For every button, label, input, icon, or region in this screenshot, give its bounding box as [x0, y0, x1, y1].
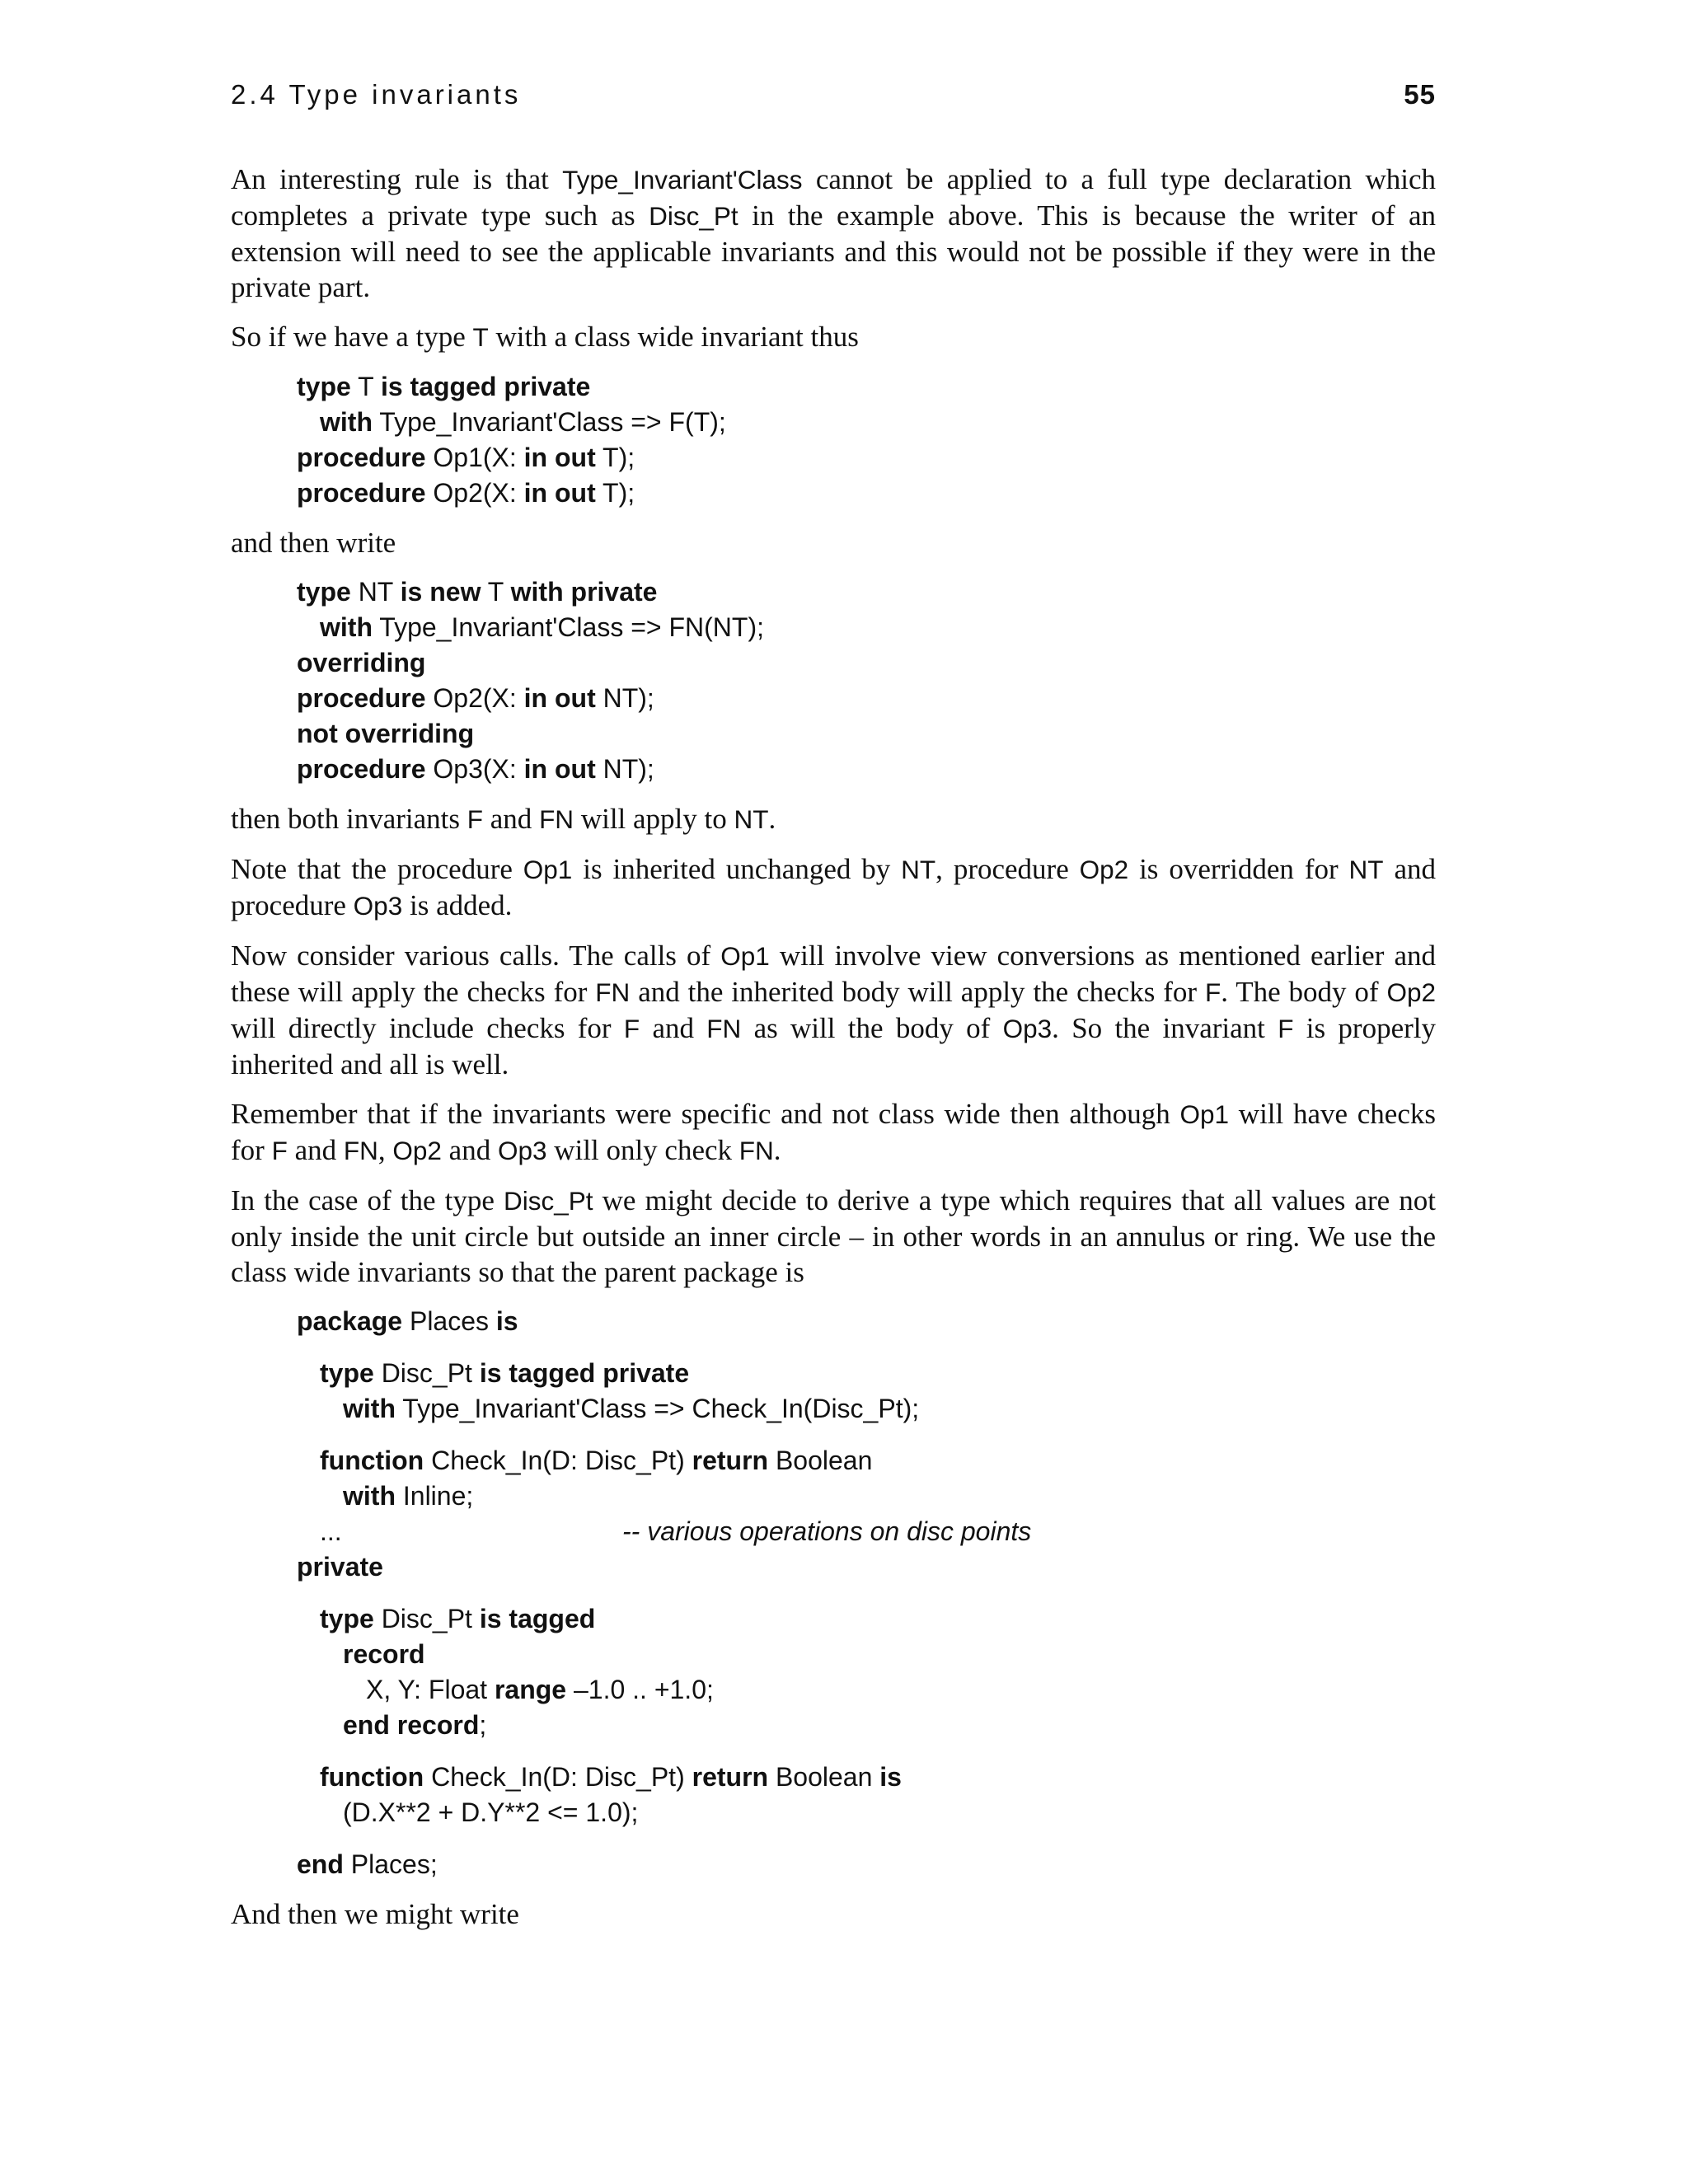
code-ref: Op1 — [523, 855, 573, 884]
keyword: is — [879, 1762, 902, 1792]
code-spacer — [297, 1339, 1436, 1356]
code-line — [297, 1356, 1436, 1391]
code-text: Disc_Pt — [373, 1604, 480, 1633]
text-run: is overridden for — [1128, 853, 1349, 885]
code-ref: FN — [706, 1014, 742, 1043]
section-title: 2.4 Type invariants — [231, 79, 522, 110]
code-ref: FN — [738, 1136, 774, 1165]
keyword: with — [320, 407, 373, 437]
text-run: will directly include checks for — [231, 1012, 624, 1044]
code-block-type-nt — [297, 574, 1436, 787]
code-ref: Op2 — [1079, 855, 1129, 884]
code-line — [297, 1708, 1436, 1743]
code-ref: F — [1204, 977, 1221, 1007]
keyword: is tagged private — [380, 372, 591, 401]
code-line — [297, 1549, 1436, 1585]
text-run: will apply to — [574, 803, 734, 835]
keyword: procedure — [297, 478, 426, 508]
code-text: T — [350, 372, 381, 401]
code-line — [297, 716, 1436, 752]
keyword: package — [297, 1306, 403, 1336]
code-line — [297, 1795, 1436, 1830]
text-run: and — [640, 1012, 707, 1044]
code-line — [297, 476, 1436, 511]
code-text: Check_In(D: Disc_Pt) — [424, 1446, 692, 1475]
text-run: will involve view conversions as mentioned earlier and these will apply the checks for — [231, 940, 1436, 1008]
text-run: And then we might write — [231, 1898, 519, 1930]
code-text: ; — [479, 1710, 487, 1740]
code-text: –1.0 .. +1.0; — [566, 1675, 714, 1704]
code-line — [297, 1637, 1436, 1672]
code-ref: T — [472, 322, 489, 352]
paragraph-then-write — [231, 525, 1436, 560]
code-ref: F — [623, 1014, 640, 1043]
keyword: in out — [523, 754, 596, 784]
keyword: is new — [400, 577, 481, 607]
code-line — [297, 1672, 1436, 1708]
paragraph-specific-invariants — [231, 1096, 1436, 1169]
code-ref: Op3 — [1002, 1014, 1053, 1043]
keyword: with — [343, 1394, 396, 1423]
text-run: and then write — [231, 527, 396, 559]
page-body — [231, 162, 1436, 1946]
text-run: as will the body of — [741, 1012, 1003, 1044]
keyword: is tagged private — [479, 1358, 690, 1388]
keyword: private — [297, 1552, 383, 1582]
keyword: function — [320, 1446, 424, 1475]
text-run: Remember that if the invariants were specific and not class wide then although — [231, 1098, 1180, 1130]
keyword: type — [320, 1358, 374, 1388]
keyword: is tagged — [479, 1604, 596, 1633]
text-run: with a class wide invariant thus — [488, 321, 859, 353]
code-line — [297, 369, 1436, 405]
code-text: Boolean — [768, 1446, 873, 1475]
code-line — [297, 1514, 1436, 1549]
code-text: T — [481, 577, 511, 607]
text-run: and procedure — [231, 853, 1436, 921]
keyword: type — [297, 577, 351, 607]
text-run: and — [441, 1134, 498, 1166]
code-ref: FN — [343, 1136, 378, 1165]
code-ref: Disc_Pt — [649, 201, 738, 231]
text-run: in the example above. This is because the writer of an extension will need to see the applicable invariants and this would not be possible if they were in the private part. — [231, 199, 1436, 303]
code-line — [297, 752, 1436, 787]
keyword: range — [494, 1675, 567, 1704]
code-line — [297, 610, 1436, 645]
text-run: is properly inherited and all is well. — [231, 1012, 1436, 1080]
text-run: Note that the procedure — [231, 853, 523, 885]
keyword: type — [320, 1604, 374, 1633]
code-ref: Disc_Pt — [504, 1186, 593, 1216]
keyword: end — [297, 1849, 344, 1879]
code-block-type-t — [297, 369, 1436, 511]
code-text: Inline; — [395, 1481, 474, 1511]
text-run: will have checks for — [231, 1098, 1436, 1166]
code-text: Op3(X: — [425, 754, 524, 784]
keyword: with — [320, 612, 373, 642]
text-run: So if we have a type — [231, 321, 473, 353]
code-line — [297, 405, 1436, 440]
text-run: , procedure — [935, 853, 1080, 885]
keyword: is — [495, 1306, 518, 1336]
paragraph-inheritance-note — [231, 851, 1436, 924]
paragraph-both-invariants — [231, 801, 1436, 837]
text-run: we might decide to derive a type which requires that all values are not only inside the unit circle but outside an inner circle – in other words in an annulus or ring. We use the class wide invariants so that the parent package is — [231, 1184, 1436, 1288]
running-head — [231, 79, 1436, 120]
code-text: T); — [595, 478, 635, 508]
code-text: Places — [402, 1306, 496, 1336]
code-ref: Op2 — [1386, 977, 1436, 1007]
code-line — [297, 1760, 1436, 1795]
text-run: Now consider various calls. The calls of — [231, 940, 721, 972]
keyword: record — [343, 1639, 425, 1669]
code-ref: Op3 — [497, 1136, 547, 1165]
paragraph-then-might-write — [231, 1896, 1436, 1932]
keyword: procedure — [297, 683, 426, 713]
text-run: , — [377, 1134, 393, 1166]
code-text: Op2(X: — [425, 683, 524, 713]
code-text: NT); — [595, 683, 654, 713]
code-line — [297, 574, 1436, 610]
code-text: T); — [595, 443, 635, 472]
code-spacer — [297, 1585, 1436, 1601]
text-run: and — [483, 803, 540, 835]
code-line — [297, 645, 1436, 681]
code-spacer — [297, 1743, 1436, 1760]
text-run: and the inherited body will apply the checks for — [630, 976, 1205, 1008]
paragraph-various-calls — [231, 938, 1436, 1082]
code-ref: NT — [1348, 855, 1384, 884]
keyword: return — [692, 1446, 769, 1475]
code-line — [297, 1479, 1436, 1514]
code-text: Op2(X: — [425, 478, 524, 508]
keyword: procedure — [297, 443, 426, 472]
code-ref: NT — [901, 855, 936, 884]
keyword: with private — [510, 577, 658, 607]
code-ref: FN — [539, 804, 574, 834]
code-text: NT); — [595, 754, 654, 784]
keyword: not overriding — [297, 719, 475, 748]
code-line — [297, 440, 1436, 476]
code-line — [297, 1601, 1436, 1637]
text-run: An interesting rule is that — [231, 163, 563, 195]
code-line — [297, 1847, 1436, 1882]
keyword: in out — [523, 443, 596, 472]
code-line — [297, 681, 1436, 716]
code-spacer — [297, 1427, 1436, 1443]
code-ref: F — [467, 804, 484, 834]
keyword: in out — [523, 478, 596, 508]
code-line — [297, 1304, 1436, 1339]
code-line — [297, 1391, 1436, 1427]
code-text: Places; — [343, 1849, 438, 1879]
keyword: in out — [523, 683, 596, 713]
code-spacer — [297, 1830, 1436, 1847]
keyword: overriding — [297, 648, 426, 677]
code-text: X, Y: Float — [366, 1675, 495, 1704]
code-text: Check_In(D: Disc_Pt) — [424, 1762, 692, 1792]
code-ref: F — [271, 1136, 288, 1165]
code-ref: F — [1278, 1014, 1294, 1043]
text-run: cannot be applied to a full type declaration which completes a private type such as — [231, 163, 1436, 232]
paragraph-type-invariant-rule — [231, 162, 1436, 305]
code-ref: NT — [734, 804, 769, 834]
code-ref: Op1 — [1179, 1099, 1230, 1129]
text-run: and — [287, 1134, 344, 1166]
paragraph-class-wide-intro — [231, 319, 1436, 355]
code-ref: FN — [595, 977, 631, 1007]
code-text: Type_Invariant'Class => FN(NT); — [372, 612, 764, 642]
text-run: . The body of — [1221, 976, 1387, 1008]
code-text: Op1(X: — [425, 443, 524, 472]
keyword: return — [692, 1762, 769, 1792]
text-run: . So the invariant — [1052, 1012, 1278, 1044]
text-run: . — [768, 803, 776, 835]
keyword: procedure — [297, 754, 426, 784]
code-text: NT — [350, 577, 401, 607]
code-ref: Op1 — [720, 941, 770, 971]
text-run: . — [773, 1134, 781, 1166]
code-block-package-places — [297, 1304, 1436, 1882]
code-comment: -- various operations on disc points — [622, 1516, 1032, 1546]
code-text: (D.X**2 + D.Y**2 <= 1.0); — [343, 1797, 639, 1827]
text-run: will only check — [546, 1134, 739, 1166]
code-text: Type_Invariant'Class => F(T); — [372, 407, 726, 437]
code-text: Boolean — [768, 1762, 880, 1792]
keyword: type — [297, 372, 351, 401]
code-ref: Op2 — [392, 1136, 442, 1165]
text-run: is inherited unchanged by — [572, 853, 902, 885]
code-ref: Type_Invariant'Class — [562, 165, 803, 194]
text-run: In the case of the type — [231, 1184, 504, 1216]
keyword: function — [320, 1762, 424, 1792]
text-run: is added. — [402, 889, 513, 921]
paragraph-disc-pt-annulus — [231, 1183, 1436, 1290]
code-text: Disc_Pt — [373, 1358, 480, 1388]
page-number: 55 — [1404, 79, 1436, 110]
code-text: Type_Invariant'Class => Check_In(Disc_Pt); — [395, 1394, 920, 1423]
code-line — [297, 1443, 1436, 1479]
code-text: ... — [320, 1516, 342, 1546]
text-run: then both invariants — [231, 803, 467, 835]
keyword: end record — [343, 1710, 480, 1740]
keyword: with — [343, 1481, 396, 1511]
code-ref: Op3 — [353, 891, 403, 921]
